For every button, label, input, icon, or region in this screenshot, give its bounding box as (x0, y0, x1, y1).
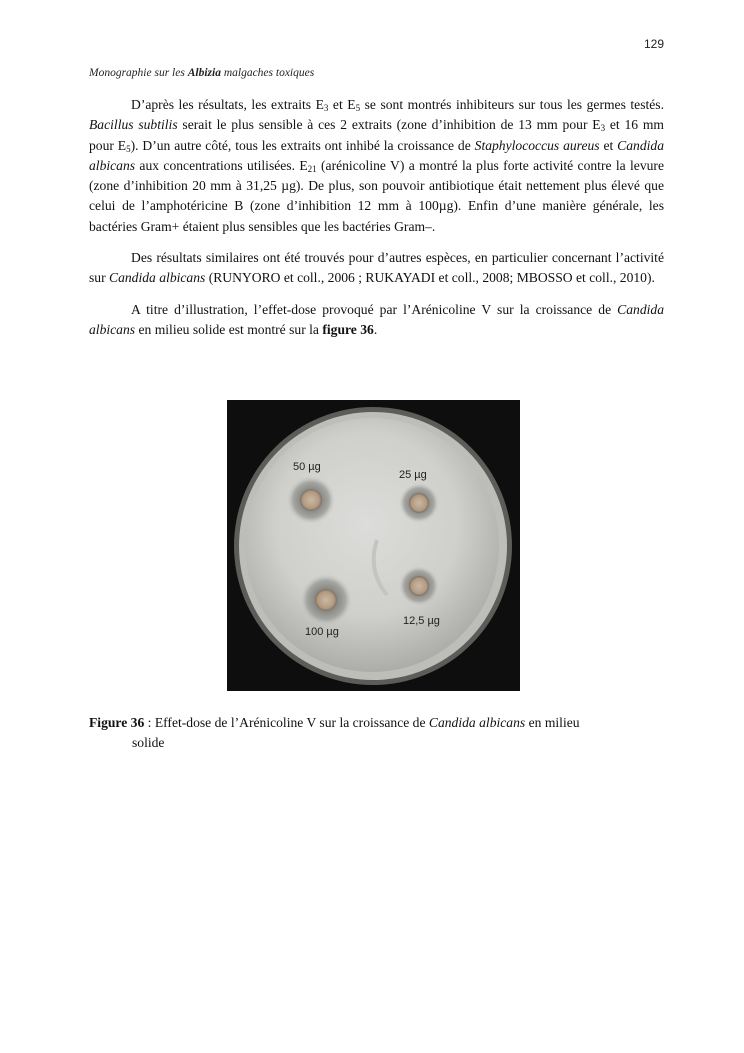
text-run: se sont montrés inhibiteurs sur tous les germes testés. (360, 97, 664, 112)
species-name: Staphylococcus aureus (474, 137, 600, 153)
paragraph-similar-results (89, 248, 664, 289)
page-number: 129 (643, 37, 664, 51)
antibiotic-disc-100 (315, 589, 337, 611)
dose-label-12-5: 12,5 µg (403, 615, 440, 627)
figure-caption (89, 713, 664, 754)
body-text (89, 95, 664, 351)
species-name: Candida albicans (89, 301, 664, 337)
figure-reference: figure 36 (322, 321, 374, 337)
text-run: et E (328, 97, 356, 112)
antibiotic-disc-50 (300, 489, 322, 511)
text-run: aux concentrations utilisées. E (135, 157, 308, 173)
petri-dish-photo (227, 400, 520, 691)
text-run: (RUNYORO et coll., 2006 ; RUKAYADI et coll., 2008; MBOSSO et coll., 2010). (205, 270, 655, 286)
text-run: (arénicoline V) a montré la plus forte activité contre la levure (zone d’inhibition 20 mm à 31,25 µg). De plus, son pouvoir antibiotique était nettement plus élevé que celui de l’amphotéricine B (zone d’inhibition 12 mm à 100µg). Enfin d’une manière générale, les bactéries Gram+ étaient plus sensibles que les bactéries Gram–. (89, 157, 664, 234)
header-suffix: malgaches toxiques (220, 67, 315, 79)
subscript: 3 (323, 103, 329, 113)
petri-dish-image (227, 400, 520, 691)
caption-species: Candida albicans (428, 715, 526, 730)
text-run: en milieu solide est montré sur la (135, 321, 323, 337)
caption-label: Figure 36 (89, 715, 145, 730)
subscript: 21 (307, 163, 317, 174)
text-run: et 16 mm pour E (89, 117, 664, 153)
caption-text: en milieu (525, 715, 580, 730)
caption-continuation: solide (132, 735, 165, 751)
antibiotic-disc-12-5 (409, 576, 429, 596)
subscript: 5 (355, 103, 361, 113)
dose-label-25: 25 µg (399, 469, 427, 481)
agar-surface (245, 418, 499, 672)
header-genus: Albizia (187, 67, 221, 79)
species-name: Bacillus subtilis (89, 117, 178, 133)
text-run: D’après les résultats, les extraits E (131, 97, 324, 112)
caption-separator: : (144, 715, 155, 730)
caption-text: Effet-dose de l’Arénicoline V sur la croissance de (154, 715, 429, 730)
text-run: serait le plus sensible à ces 2 extraits (zone d’inhibition de 13 mm pour E (177, 117, 601, 133)
species-name: Candida albicans (109, 270, 206, 286)
species-name: Candida albicans (89, 137, 664, 173)
dose-label-50: 50 µg (293, 461, 321, 473)
header-prefix: Monographie sur les (89, 67, 188, 79)
subscript: 3 (600, 123, 606, 134)
text-run: et (599, 137, 618, 153)
subscript: 5 (126, 143, 131, 154)
paragraph-results (89, 95, 664, 237)
paragraph-illustration (89, 300, 664, 341)
text-run: Des résultats similaires ont été trouvés pour d’autres espèces, en particulier concernant l’activité sur (89, 250, 664, 286)
text-run: A titre d’illustration, l’effet-dose provoqué par l’Arénicoline V sur la croissance de (131, 301, 618, 317)
text-run: ). D’un autre côté, tous les extraits ont inhibé la croissance de (130, 137, 475, 153)
running-header (89, 67, 314, 79)
antibiotic-disc-25 (409, 493, 429, 513)
text-run: . (373, 321, 378, 337)
dose-label-100: 100 µg (305, 626, 339, 638)
